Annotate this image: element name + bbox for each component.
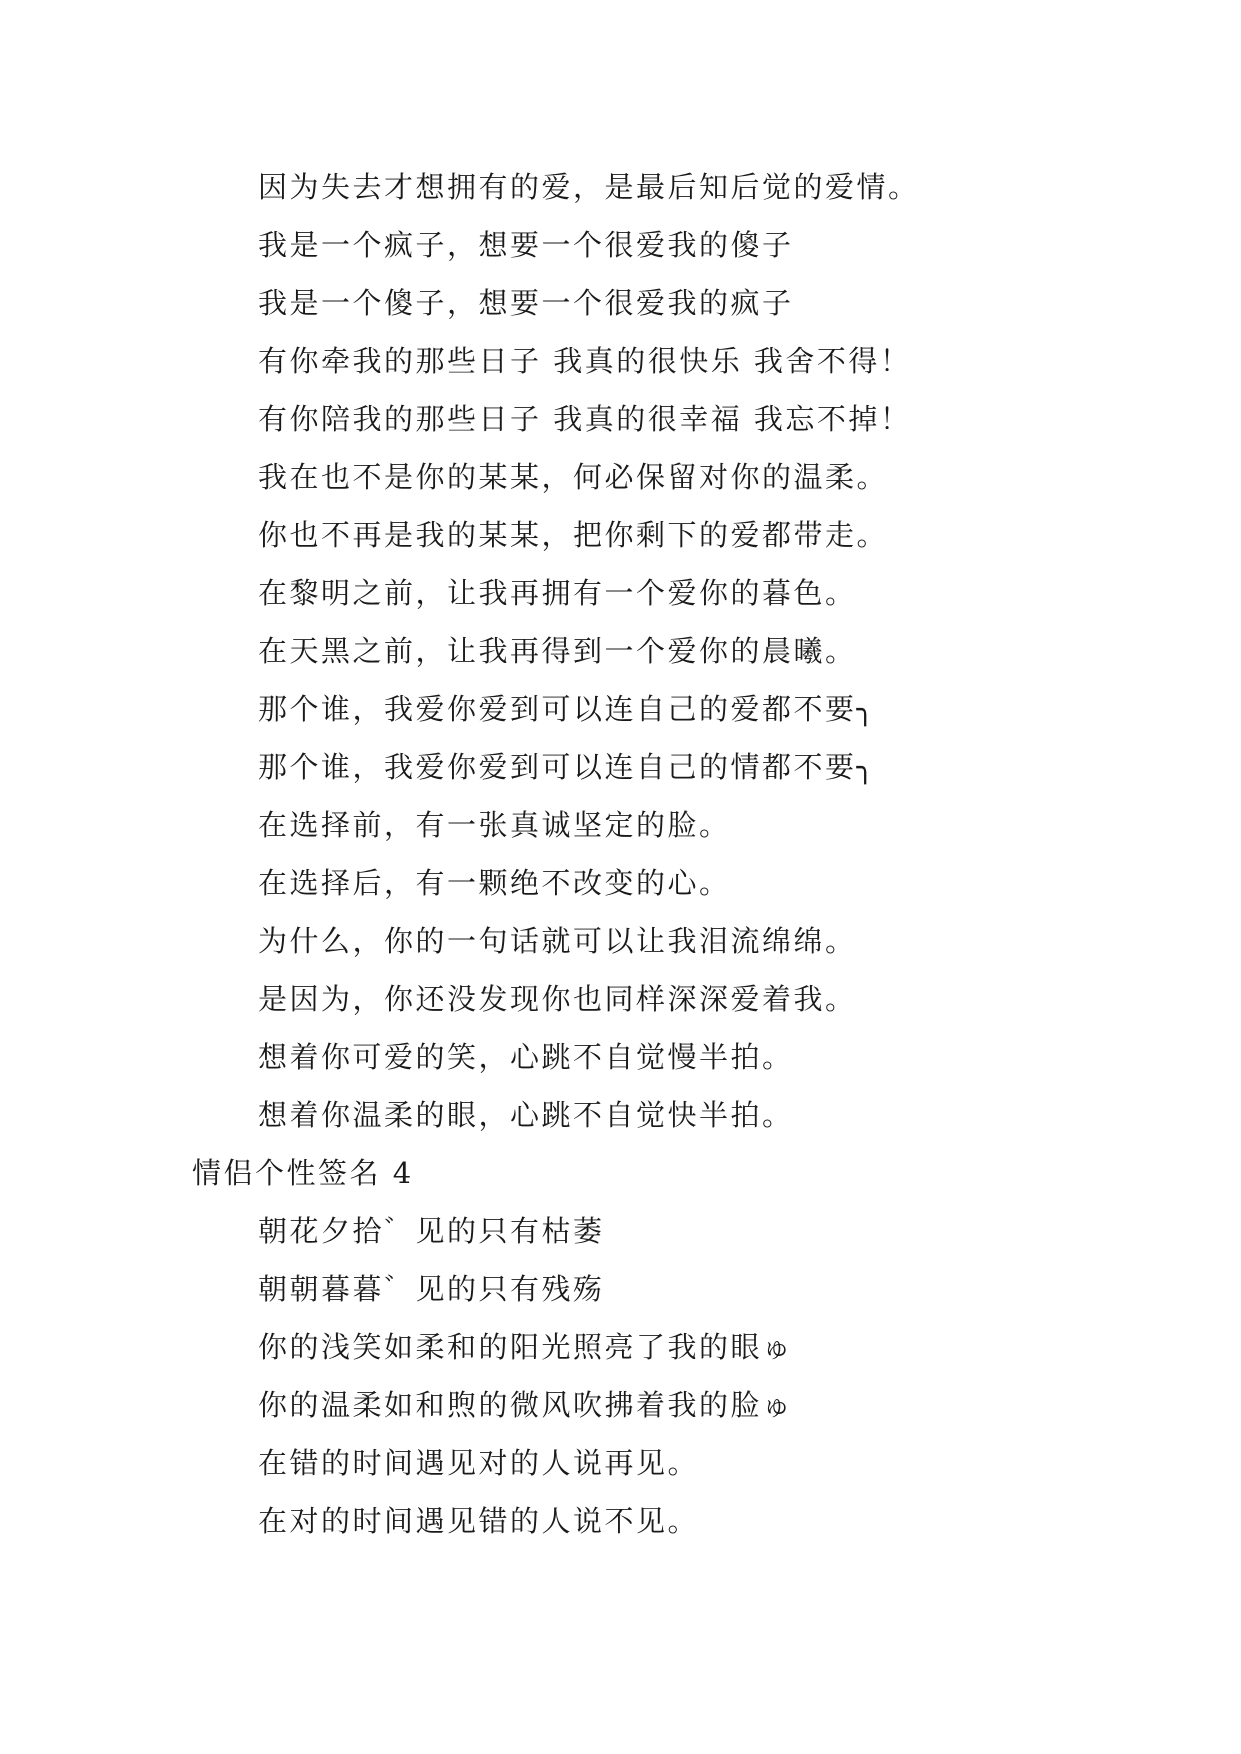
text-line: 朝朝暮暮゛见的只有残殇 — [258, 1272, 605, 1306]
text-line: 在错的时间遇见对的人说再见。 — [258, 1446, 700, 1480]
document-body — [0, 158, 1241, 1550]
text-line: 在选择后，有一颗绝不改变的心。 — [258, 866, 731, 900]
text-line: 是因为，你还没发现你也同样深深爱着我。 — [258, 982, 857, 1016]
text-line: 想着你温柔的眼，心跳不自觉快半拍。 — [258, 1098, 794, 1132]
text-line: 朝花夕拾゛见的只有枯萎 — [258, 1214, 605, 1248]
text-line: 在黎明之前，让我再拥有一个爱你的暮色。 — [258, 576, 857, 610]
text-line: 在对的时间遇见错的人说不见。 — [258, 1504, 700, 1538]
text-line: 在选择前，有一张真诚坚定的脸。 — [258, 808, 731, 842]
text-line: 因为失去才想拥有的爱，是最后知后觉的爱情。 — [258, 170, 920, 204]
text-line: 我是一个疯子，想要一个很爱我的傻子 — [258, 228, 794, 262]
text-line: 有你陪我的那些日子 我真的很幸福 我忘不掉！ — [258, 402, 912, 436]
text-line: 那个谁，我爱你爱到可以连自己的情都不要╮ — [258, 750, 877, 784]
text-line: 你也不再是我的某某，把你剩下的爱都带走。 — [258, 518, 889, 552]
text-line: 在天黑之前，让我再得到一个爱你的晨曦。 — [258, 634, 857, 668]
section-heading: 情侣个性签名 4 — [192, 1156, 414, 1190]
text-line: 想着你可爱的笑，心跳不自觉慢半拍。 — [258, 1040, 794, 1074]
text-line: 有你牵我的那些日子 我真的很快乐 我舍不得！ — [258, 344, 912, 378]
text-line: 我在也不是你的某某，何必保留对你的温柔。 — [258, 460, 889, 494]
text-line: 你的浅笑如柔和的阳光照亮了我的眼ゅ — [258, 1330, 794, 1364]
text-line: 为什么，你的一句话就可以让我泪流绵绵。 — [258, 924, 857, 958]
text-line: 那个谁，我爱你爱到可以连自己的爱都不要╮ — [258, 692, 877, 726]
text-line: 你的温柔如和煦的微风吹拂着我的脸ゅ — [258, 1388, 794, 1422]
text-line: 我是一个傻子，想要一个很爱我的疯子 — [258, 286, 794, 320]
